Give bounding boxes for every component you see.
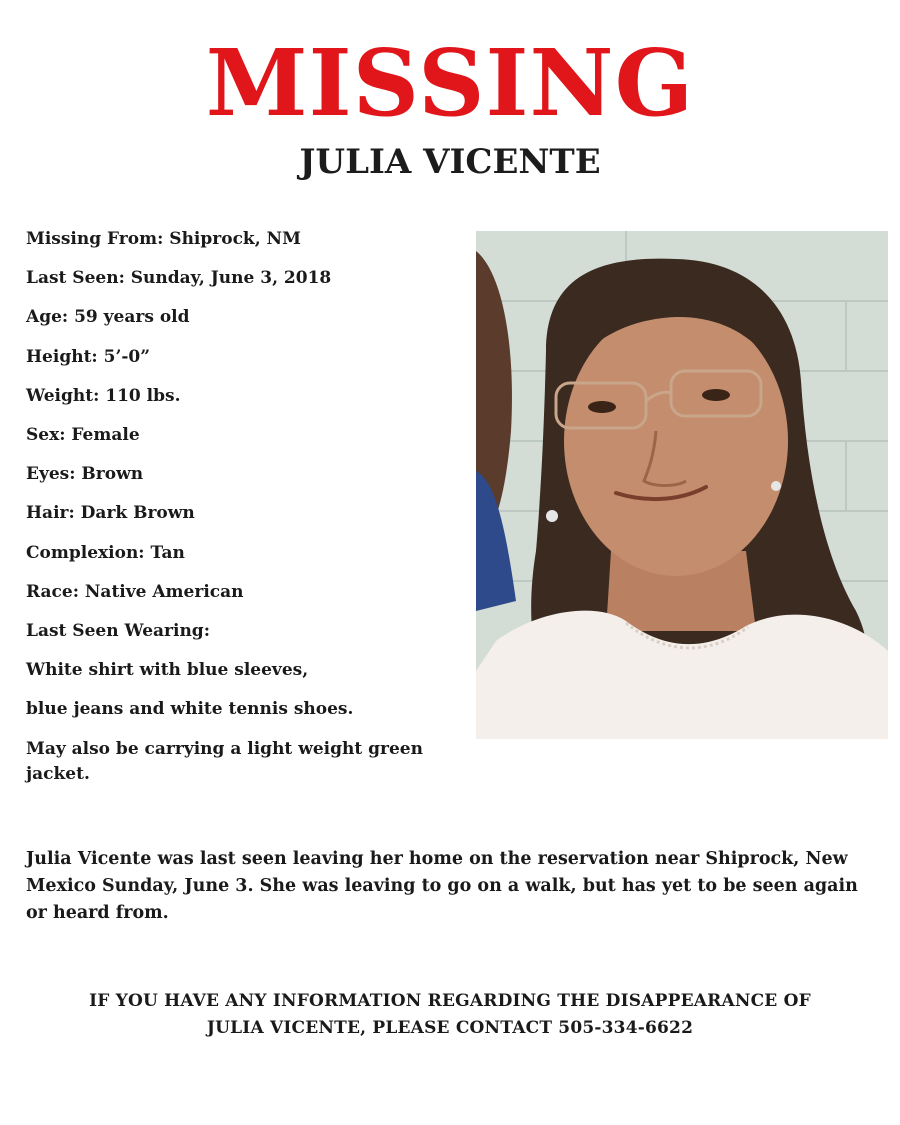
detail-complexion: Complexion: Tan — [26, 542, 185, 563]
contact-line-1: IF YOU HAVE ANY INFORMATION REGARDING THE DISAPPEARANCE OF — [89, 991, 811, 1011]
narrative-paragraph: Julia Vicente was last seen leaving her home on the reservation near Shiprock, New Mexico Sunday, June 3. She was leaving to go on a walk, but has yet to be seen again or heard from. — [26, 849, 858, 923]
contact-notice — [30, 988, 870, 1042]
detail-hair: Hair: Dark Brown — [26, 503, 195, 524]
detail-last-seen: Last Seen: Sunday, June 3, 2018 — [26, 268, 332, 289]
contact-line-2: JULIA VICENTE, PLEASE CONTACT 505-334-6622 — [206, 1018, 694, 1038]
detail-missing-from: Missing From: Shiprock, NM — [26, 229, 301, 249]
detail-clothing-2: blue jeans and white tennis shoes. — [26, 699, 354, 720]
detail-eyes: Eyes: Brown — [26, 464, 144, 485]
missing-headline: MISSING — [205, 29, 695, 137]
detail-clothing-1: White shirt with blue sleeves, — [26, 660, 309, 681]
details-list — [26, 228, 456, 787]
person-photo — [476, 231, 888, 739]
detail-last-seen-wearing: Last Seen Wearing: — [26, 620, 210, 641]
detail-jacket: May also be carrying a light weight green jacket. — [26, 739, 423, 785]
detail-weight: Weight: 110 lbs. — [26, 385, 181, 406]
detail-sex: Sex: Female — [26, 424, 140, 445]
person-name: JULIA VICENTE — [299, 142, 601, 182]
detail-age: Age: 59 years old — [26, 307, 190, 328]
detail-race: Race: Native American — [26, 581, 244, 602]
detail-height: Height: 5’-0” — [26, 346, 151, 367]
